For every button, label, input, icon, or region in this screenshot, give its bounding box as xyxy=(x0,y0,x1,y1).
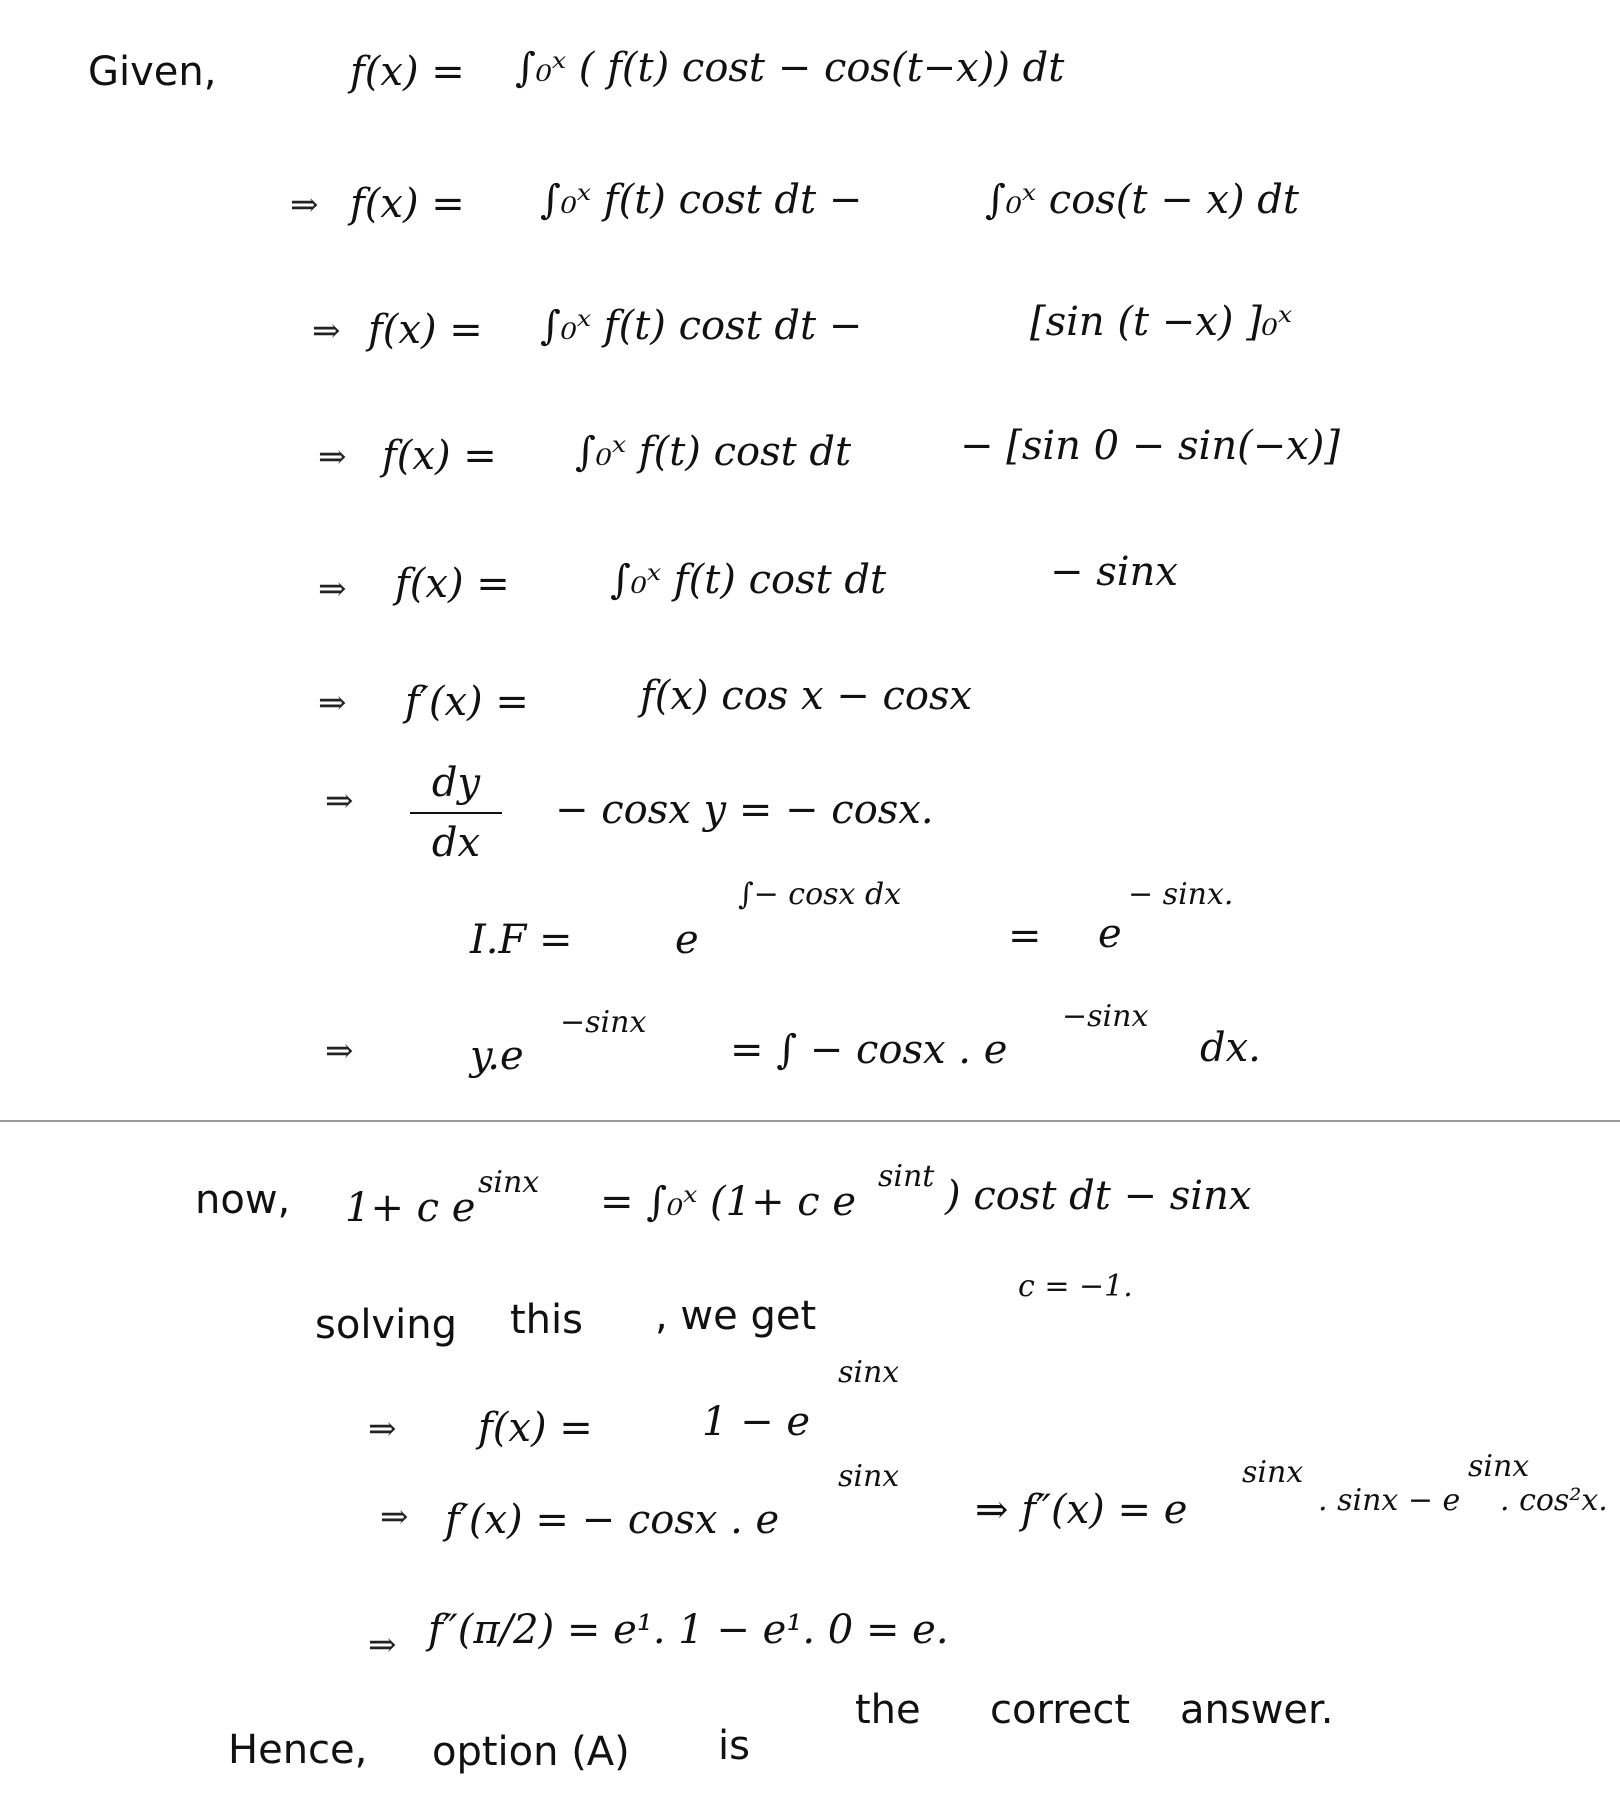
line9-lhs: y.e xyxy=(470,1033,524,1079)
implies-arrow: ⇒ xyxy=(318,683,347,723)
this-word: this xyxy=(510,1297,583,1343)
if-rhs-base: e xyxy=(1098,911,1122,957)
we-get-words: , we get xyxy=(655,1293,817,1339)
fraction-bar xyxy=(410,812,502,814)
implies-arrow: ⇒ xyxy=(368,1409,397,1449)
implies-arrow: ⇒ xyxy=(318,569,347,609)
if-equals: = xyxy=(1008,913,1042,959)
line9-dx: dx. xyxy=(1200,1025,1261,1071)
line4-lhs: f(x) = xyxy=(382,433,497,479)
line13-rhs: ⇒ f″(x) = e xyxy=(975,1487,1188,1533)
line10-rhs-exponent: sint xyxy=(878,1159,935,1194)
fraction-denominator: dx xyxy=(431,820,481,866)
line10-lhs-exponent: sinx xyxy=(478,1165,540,1200)
section-divider xyxy=(0,1120,1620,1122)
the-word: the xyxy=(855,1687,921,1733)
line13-lhs-exponent: sinx xyxy=(838,1459,900,1494)
if-base: e xyxy=(675,917,699,963)
implies-arrow: ⇒ xyxy=(325,781,354,821)
line13-rhs-exponent2: sinx xyxy=(1468,1449,1530,1484)
implies-arrow: ⇒ xyxy=(318,437,347,477)
answer-word: answer. xyxy=(1180,1687,1334,1733)
line10-rhs-tail: ) cost dt − sinx xyxy=(945,1173,1252,1219)
line3-lhs: f(x) = xyxy=(368,307,483,353)
line12-rhs-exponent: sinx xyxy=(838,1355,900,1390)
line2-lhs: f(x) = xyxy=(350,181,465,227)
now-label: now, xyxy=(195,1177,291,1223)
if-exponent: ∫− cosx dx xyxy=(738,877,902,912)
line12-lhs: f(x) = xyxy=(478,1405,593,1451)
line3-rhs-first: ∫₀ˣ f(t) cost dt − xyxy=(540,303,863,349)
line12-rhs: 1 − e xyxy=(702,1399,811,1445)
line2-rhs-second: ∫₀ˣ cos(t − x) dt xyxy=(985,177,1299,223)
implies-arrow: ⇒ xyxy=(325,1031,354,1071)
line9-lhs-exponent: −sinx xyxy=(560,1005,647,1040)
line9-rhs: = ∫ − cosx . e xyxy=(730,1027,1008,1073)
implies-arrow: ⇒ xyxy=(368,1625,397,1665)
implies-arrow: ⇒ xyxy=(312,311,341,351)
line13-lhs: f′(x) = − cosx . e xyxy=(445,1497,780,1543)
fraction-numerator: dy xyxy=(431,760,481,806)
given-label: Given, xyxy=(88,49,217,95)
line4-rhs-first: ∫₀ˣ f(t) cost dt xyxy=(575,429,852,475)
is-word: is xyxy=(718,1723,750,1769)
line13-rhs-exponent1: sinx xyxy=(1242,1455,1304,1490)
line10-lhs: 1+ c e xyxy=(345,1185,476,1231)
line13-rhs-middle: . sinx − e xyxy=(1318,1483,1461,1518)
line9-rhs-exponent: −sinx xyxy=(1062,999,1149,1034)
line6-rhs: f(x) cos x − cosx xyxy=(640,673,973,719)
line1-rhs: ∫₀ˣ ( f(t) cost − cos(t−x)) dt xyxy=(515,45,1065,91)
line5-lhs: f(x) = xyxy=(395,561,510,607)
constant-value: c = −1. xyxy=(1018,1269,1133,1304)
line7-rhs: − cosx y = − cosx. xyxy=(555,787,934,833)
line4-rhs-second: − [sin 0 − sin(−x)] xyxy=(960,423,1340,469)
integrating-factor-label: I.F = xyxy=(470,917,573,963)
dy-dx-fraction xyxy=(410,760,502,866)
line6-lhs: f′(x) = xyxy=(405,679,529,725)
implies-arrow: ⇒ xyxy=(290,185,319,225)
line3-rhs-second: [sin (t −x) ]₀ˣ xyxy=(1030,299,1293,345)
correct-word: correct xyxy=(990,1687,1131,1733)
hence-word: Hence, xyxy=(228,1727,368,1773)
if-rhs-exponent: − sinx. xyxy=(1128,877,1234,912)
line5-rhs-first: ∫₀ˣ f(t) cost dt xyxy=(610,557,887,603)
line10-rhs: = ∫₀ˣ (1+ c e xyxy=(600,1179,857,1225)
option-a-text: option (A) xyxy=(432,1729,630,1775)
line13-rhs-end: . cos²x. xyxy=(1500,1483,1608,1518)
solving-word: solving xyxy=(315,1302,457,1348)
line2-rhs-first: ∫₀ˣ f(t) cost dt − xyxy=(540,177,863,223)
line14-evaluation: f″(π/2) = e¹. 1 − e¹. 0 = e. xyxy=(428,1607,949,1653)
line5-rhs-second: − sinx xyxy=(1050,549,1178,595)
implies-arrow: ⇒ xyxy=(380,1497,409,1537)
line1-lhs: f(x) = xyxy=(350,49,465,95)
